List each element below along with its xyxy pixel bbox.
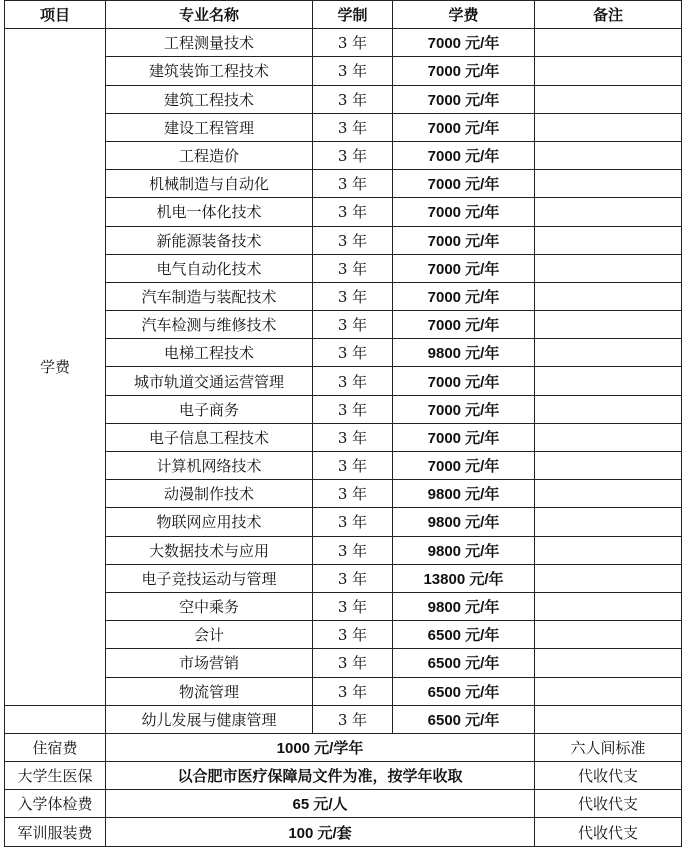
- major-name: 电子商务: [106, 395, 313, 423]
- major-name: 电气自动化技术: [106, 254, 313, 282]
- major-duration: 3 年: [313, 508, 393, 536]
- table-row: [5, 649, 682, 677]
- major-note: [535, 536, 682, 564]
- major-fee: 6500 元/年: [393, 649, 535, 677]
- major-name: 机电一体化技术: [106, 198, 313, 226]
- major-name: 建设工程管理: [106, 113, 313, 141]
- major-fee: 6500 元/年: [393, 621, 535, 649]
- table-row: [5, 564, 682, 592]
- major-note: [535, 85, 682, 113]
- major-note: [535, 170, 682, 198]
- major-name: 建筑装饰工程技术: [106, 57, 313, 85]
- table-row: [5, 339, 682, 367]
- header-duration: 学制: [313, 1, 393, 29]
- major-fee: 13800 元/年: [393, 564, 535, 592]
- major-duration: 3 年: [313, 226, 393, 254]
- major-name: 物流管理: [106, 677, 313, 705]
- major-fee: 7000 元/年: [393, 198, 535, 226]
- table-row: [5, 592, 682, 620]
- table-row: [5, 85, 682, 113]
- header-major-name: 专业名称: [106, 1, 313, 29]
- major-name: 机械制造与自动化: [106, 170, 313, 198]
- table-row: [5, 367, 682, 395]
- major-duration: 3 年: [313, 29, 393, 57]
- table-row: [5, 254, 682, 282]
- fee-item-name: 大学生医保: [5, 762, 106, 790]
- table-row: [5, 57, 682, 85]
- fee-item-note: 代收代支: [535, 762, 682, 790]
- major-name: 幼儿发展与健康管理: [106, 705, 313, 733]
- major-note: [535, 423, 682, 451]
- major-note: [535, 649, 682, 677]
- fee-item-name: 军训服装费: [5, 818, 106, 846]
- major-note: [535, 508, 682, 536]
- major-fee: 7000 元/年: [393, 282, 535, 310]
- table-row: [5, 818, 682, 846]
- header-fee: 学费: [393, 1, 535, 29]
- major-duration: 3 年: [313, 621, 393, 649]
- major-fee: 9800 元/年: [393, 339, 535, 367]
- fee-item-amount: 65 元/人: [106, 790, 535, 818]
- major-note: [535, 29, 682, 57]
- fee-table: [4, 0, 682, 847]
- table-row: [5, 762, 682, 790]
- major-duration: 3 年: [313, 452, 393, 480]
- table-row: [5, 226, 682, 254]
- major-fee: 7000 元/年: [393, 423, 535, 451]
- table-row: [5, 536, 682, 564]
- major-note: [535, 113, 682, 141]
- major-duration: 3 年: [313, 141, 393, 169]
- major-note: [535, 395, 682, 423]
- major-fee: 9800 元/年: [393, 592, 535, 620]
- major-name: 电子竞技运动与管理: [106, 564, 313, 592]
- fee-item-name: 入学体检费: [5, 790, 106, 818]
- major-name: 市场营销: [106, 649, 313, 677]
- major-fee: 7000 元/年: [393, 367, 535, 395]
- table-row: [5, 423, 682, 451]
- major-name: 建筑工程技术: [106, 85, 313, 113]
- fee-item-name: 住宿费: [5, 733, 106, 761]
- major-name: 计算机网络技术: [106, 452, 313, 480]
- major-duration: 3 年: [313, 480, 393, 508]
- major-name: 会计: [106, 621, 313, 649]
- major-fee: 7000 元/年: [393, 395, 535, 423]
- major-fee: 7000 元/年: [393, 85, 535, 113]
- major-note: [535, 367, 682, 395]
- fee-item-amount: 100 元/套: [106, 818, 535, 846]
- major-name: 汽车制造与装配技术: [106, 282, 313, 310]
- major-duration: 3 年: [313, 705, 393, 733]
- major-note: [535, 311, 682, 339]
- major-duration: 3 年: [313, 254, 393, 282]
- major-fee: 9800 元/年: [393, 536, 535, 564]
- major-note: [535, 621, 682, 649]
- major-fee: 7000 元/年: [393, 452, 535, 480]
- major-fee: 7000 元/年: [393, 141, 535, 169]
- major-note: [535, 57, 682, 85]
- major-fee: 7000 元/年: [393, 311, 535, 339]
- table-row: [5, 198, 682, 226]
- major-duration: 3 年: [313, 198, 393, 226]
- table-row: [5, 170, 682, 198]
- major-duration: 3 年: [313, 282, 393, 310]
- major-duration: 3 年: [313, 113, 393, 141]
- major-name: 汽车检测与维修技术: [106, 311, 313, 339]
- table-row: [5, 480, 682, 508]
- table-row: [5, 705, 682, 733]
- major-duration: 3 年: [313, 592, 393, 620]
- table-row: [5, 677, 682, 705]
- major-duration: 3 年: [313, 536, 393, 564]
- table-row: [5, 282, 682, 310]
- major-duration: 3 年: [313, 311, 393, 339]
- table-row: [5, 311, 682, 339]
- major-fee: 6500 元/年: [393, 705, 535, 733]
- major-note: [535, 339, 682, 367]
- fee-item-note: 代收代支: [535, 790, 682, 818]
- header-note: 备注: [535, 1, 682, 29]
- table-row: [5, 452, 682, 480]
- major-duration: 3 年: [313, 564, 393, 592]
- major-note: [535, 564, 682, 592]
- major-name: 动漫制作技术: [106, 480, 313, 508]
- table-row: [5, 395, 682, 423]
- major-note: [535, 141, 682, 169]
- major-name: 空中乘务: [106, 592, 313, 620]
- major-duration: 3 年: [313, 423, 393, 451]
- major-fee: 7000 元/年: [393, 254, 535, 282]
- fee-item-amount: 以合肥市医疗保障局文件为准，按学年收取: [106, 762, 535, 790]
- major-name: 工程造价: [106, 141, 313, 169]
- table-row: [5, 790, 682, 818]
- major-fee: 7000 元/年: [393, 57, 535, 85]
- fee-item-amount: 1000 元/学年: [106, 733, 535, 761]
- major-duration: 3 年: [313, 339, 393, 367]
- fee-item-note: 代收代支: [535, 818, 682, 846]
- major-fee: 9800 元/年: [393, 508, 535, 536]
- major-note: [535, 254, 682, 282]
- major-duration: 3 年: [313, 57, 393, 85]
- major-note: [535, 226, 682, 254]
- major-note: [535, 592, 682, 620]
- major-fee: 7000 元/年: [393, 170, 535, 198]
- table-row: [5, 508, 682, 536]
- major-note: [535, 677, 682, 705]
- major-fee: 7000 元/年: [393, 226, 535, 254]
- major-name: 电梯工程技术: [106, 339, 313, 367]
- major-name: 物联网应用技术: [106, 508, 313, 536]
- major-note: [535, 705, 682, 733]
- category-tuition: 学费: [5, 29, 106, 706]
- table-row: [5, 113, 682, 141]
- major-name: 大数据技术与应用: [106, 536, 313, 564]
- table-row: [5, 621, 682, 649]
- major-duration: 3 年: [313, 649, 393, 677]
- major-fee: 7000 元/年: [393, 29, 535, 57]
- major-duration: 3 年: [313, 367, 393, 395]
- major-fee: 9800 元/年: [393, 480, 535, 508]
- major-fee: 7000 元/年: [393, 113, 535, 141]
- major-duration: 3 年: [313, 395, 393, 423]
- major-name: 工程测量技术: [106, 29, 313, 57]
- major-duration: 3 年: [313, 85, 393, 113]
- major-duration: 3 年: [313, 677, 393, 705]
- header-row: [5, 1, 682, 29]
- major-name: 新能源装备技术: [106, 226, 313, 254]
- category-empty: [5, 705, 106, 733]
- major-name: 城市轨道交通运营管理: [106, 367, 313, 395]
- major-note: [535, 452, 682, 480]
- table-row: [5, 29, 682, 57]
- fee-item-note: 六人间标准: [535, 733, 682, 761]
- major-note: [535, 282, 682, 310]
- major-fee: 6500 元/年: [393, 677, 535, 705]
- major-duration: 3 年: [313, 170, 393, 198]
- header-item: 项目: [5, 1, 106, 29]
- major-note: [535, 480, 682, 508]
- major-note: [535, 198, 682, 226]
- table-row: [5, 733, 682, 761]
- major-name: 电子信息工程技术: [106, 423, 313, 451]
- table-row: [5, 141, 682, 169]
